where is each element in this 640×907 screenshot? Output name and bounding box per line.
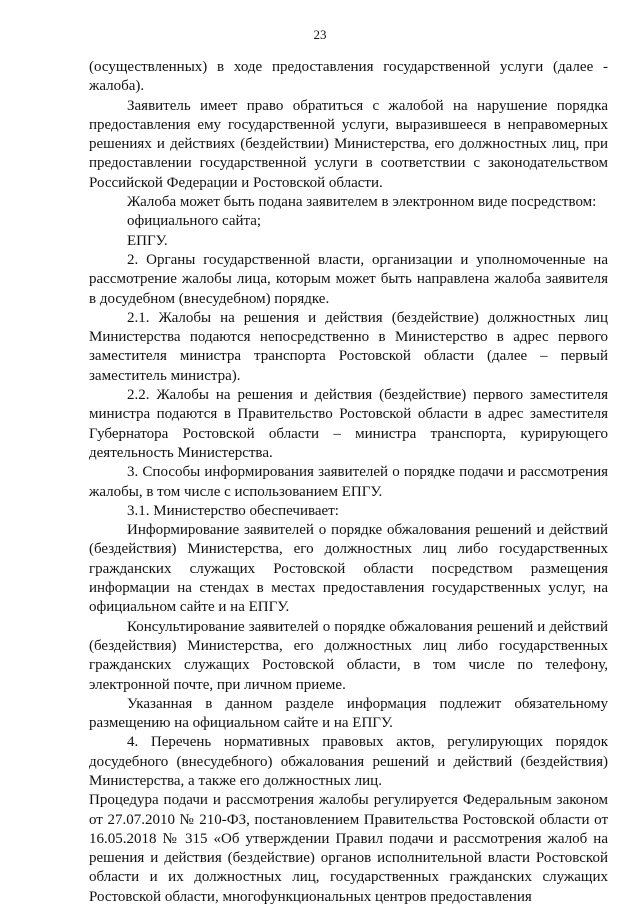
paragraph: 2.1. Жалобы на решения и действия (бездействие) должностных лиц Министерства подаются непосредственно в Министерство в адрес первого заместителя министра транспорта Ростовской области (далее – первый заместитель министра). [89,309,608,384]
paragraph: ЕПГУ. [127,232,168,249]
paragraph: 3. Способы информирования заявителей о порядке подачи и рассмотрения жалобы, в том числе с использованием ЕПГУ. [89,464,608,500]
paragraph: Консультирование заявителей о порядке обжалования решений и действий (бездействия) Министерства, его должностных лиц либо государственных гражданских служащих Ростовской области, в том числе по телефону, электронной почте, при личном приеме. [89,618,608,693]
document-body [89,58,608,907]
paragraph: 4. Перечень нормативных правовых актов, регулирующих порядок досудебного (внесудебного) обжалования решений и действий (бездействия) Министерства, а также его должностных лиц. [89,734,608,789]
paragraph: 2.2. Жалобы на решения и действия (бездействие) первого заместителя министра подаются в Правительство Ростовской области в адрес заместителя Губернатора Ростовской области – министра транспорта, курирующего деятельность Министерства. [89,387,608,461]
paragraph: Заявитель имеет право обратиться с жалобой на нарушение порядка предоставления ему государственной услуги, выразившееся в неправомерных решениях и действиях (бездействии) Министерства, его должностных лиц, при предоставлении государственной услуги в соответствии с законодательством Российской Федерации и Ростовской области. [89,97,608,191]
paragraph: 3.1. Министерство обеспечивает: [127,502,339,519]
page-number: 23 [313,27,327,42]
paragraph: официального сайта; [127,213,262,230]
paragraph: Указанная в данном разделе информация подлежит обязательному размещению на официальном сайте и на ЕПГУ. [89,695,608,732]
paragraph: Жалоба может быть подана заявителем в электронном виде посредством: [127,194,597,211]
paragraph: Процедура подачи и рассмотрения жалобы регулируется Федеральным законом от 27.07.2010 № 210-ФЗ, постановлением Правительства Ростовской области от 16.05.2018 № 315 «Об утверждении Правил подачи и рассмотрения жалоб на решения и действия (бездействие) органов исполнительной власти Ростовской области и их должностных лиц, государственных гражданских служащих Ростовской области, многофункциональных центров предоставления [89,792,608,905]
paragraph: 2. Органы государственной власти, организации и уполномоченные на рассмотрение жалобы лица, которым может быть направлена жалоба заявителя в досудебном (внесудебном) порядке. [89,251,608,307]
paragraph: (осуществленных) в ходе предоставления государственной услуги (далее - жалоба). [89,59,608,95]
paragraph: Информирование заявителей о порядке обжалования решений и действий (бездействия) Министерства, его должностных лиц либо государственных гражданских служащих Ростовской области посредством размещения информации на стендах в местах предоставления государственных услуг, на официальном сайте и на ЕПГУ. [89,522,608,616]
